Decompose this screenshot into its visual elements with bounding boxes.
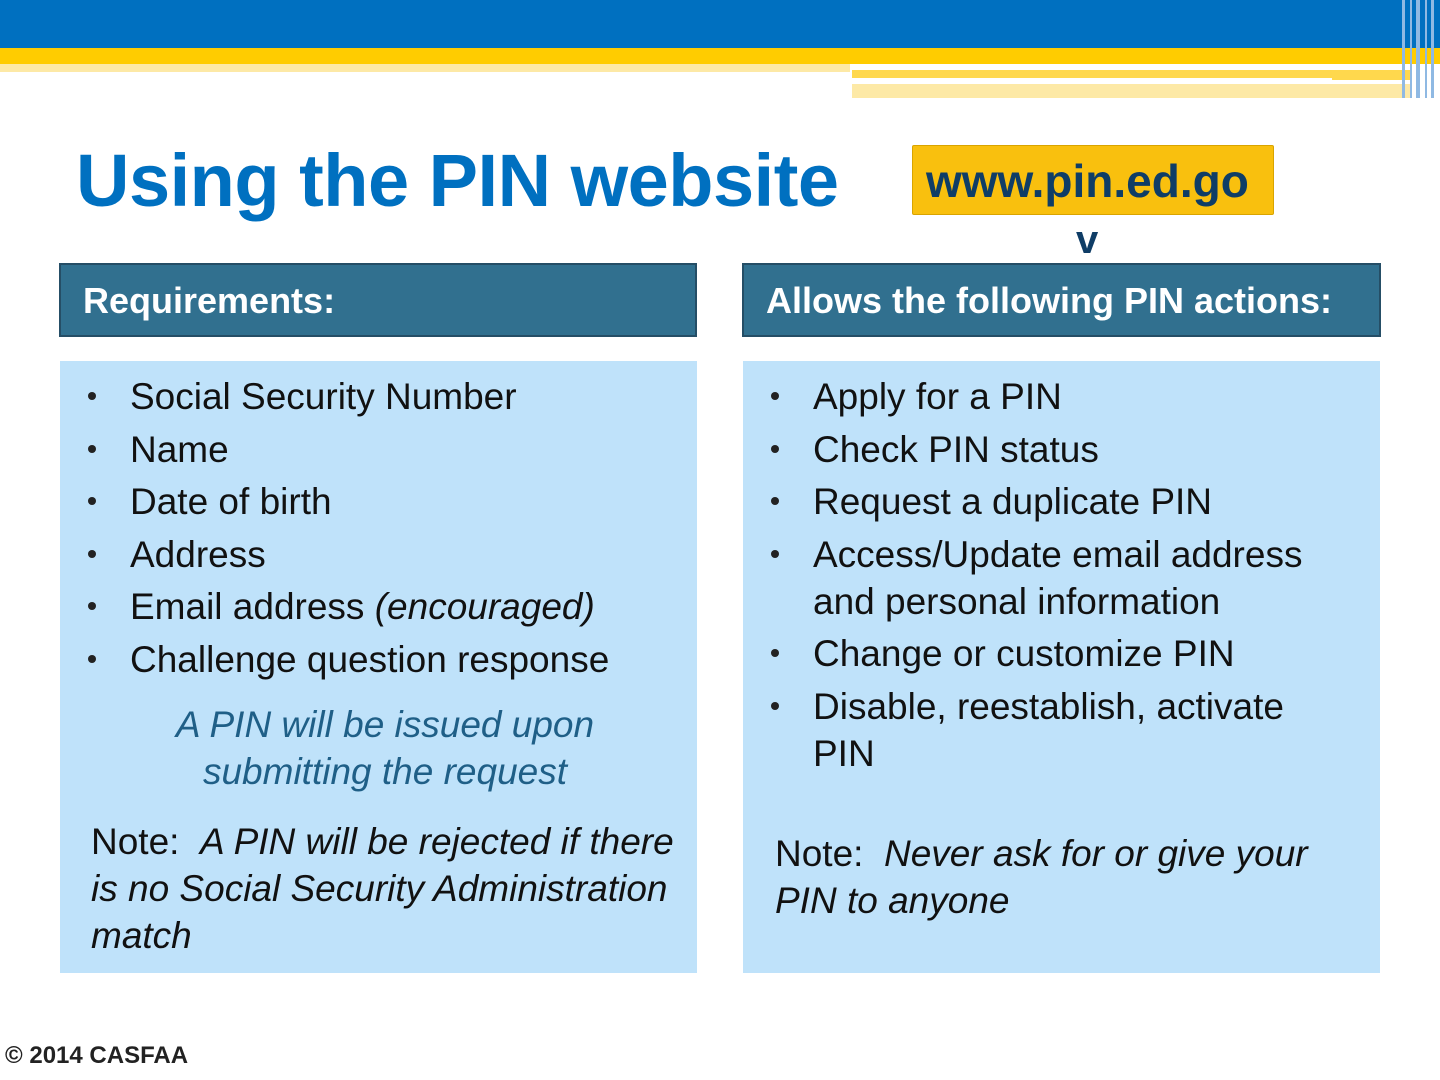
list-item: Disable, reestablish, activate PIN xyxy=(743,683,1380,777)
bullet-icon xyxy=(771,649,779,657)
bullet-icon xyxy=(88,497,96,505)
bullet-icon xyxy=(771,392,779,400)
bullet-icon xyxy=(771,445,779,453)
bullet-icon xyxy=(88,655,96,663)
bullet-icon xyxy=(88,550,96,558)
list-item: Apply for a PIN xyxy=(743,373,1380,420)
list-item: Request a duplicate PIN xyxy=(743,478,1380,525)
list-item: Access/Update email address and personal information xyxy=(743,531,1380,625)
actions-header: Allows the following PIN actions: xyxy=(742,263,1381,337)
list-item: Check PIN status xyxy=(743,426,1380,473)
requirements-panel xyxy=(60,361,697,973)
requirements-note: Note: A PIN will be rejected if there is no Social Security Administration match xyxy=(91,821,674,956)
requirements-header: Requirements: xyxy=(59,263,697,337)
list-item: Address xyxy=(60,531,697,578)
top-banner-blue xyxy=(0,0,1440,48)
copyright-footer: © 2014 CASFAA xyxy=(5,1042,189,1069)
requirements-list xyxy=(60,373,697,688)
bullet-icon xyxy=(88,445,96,453)
bullet-icon xyxy=(88,392,96,400)
website-url-wrap: v xyxy=(1076,218,1099,262)
banner-stripes xyxy=(1398,0,1440,98)
bullet-icon xyxy=(88,602,96,610)
list-item: Challenge question response xyxy=(60,636,697,683)
top-banner-accent xyxy=(852,78,1332,82)
list-item: Social Security Number xyxy=(60,373,697,420)
top-banner-accent xyxy=(0,64,850,72)
website-url: www.pin.ed.go xyxy=(926,155,1249,207)
bullet-icon xyxy=(771,550,779,558)
page-title: Using the PIN website xyxy=(76,139,839,222)
top-banner-yellow xyxy=(0,48,1440,64)
list-item: Email address (encouraged) xyxy=(60,583,697,630)
actions-note: Note: Never ask for or give your PIN to anyone xyxy=(775,833,1308,921)
actions-list xyxy=(743,373,1380,782)
bullet-icon xyxy=(771,702,779,710)
top-banner-accent xyxy=(852,84,1412,98)
bullet-icon xyxy=(771,497,779,505)
actions-panel xyxy=(743,361,1380,973)
list-item: Name xyxy=(60,426,697,473)
issued-message: A PIN will be issued upon submitting the request xyxy=(175,704,595,792)
list-item: Date of birth xyxy=(60,478,697,525)
list-item: Change or customize PIN xyxy=(743,630,1380,677)
